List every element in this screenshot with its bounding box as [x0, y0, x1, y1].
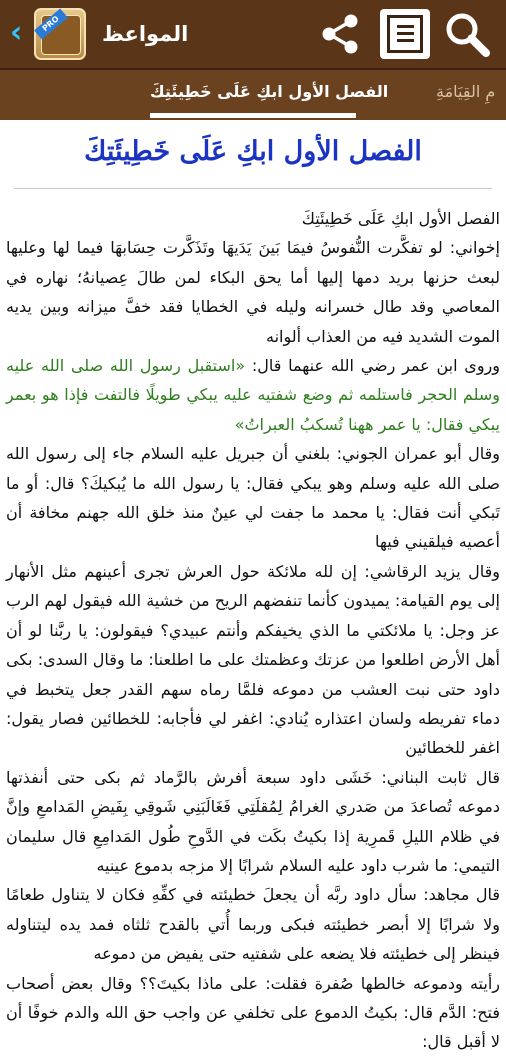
hadith-quote: «استقبل رسول الله صلى الله عليه وسلم الحجر فاستلمه ثم وضع شفتيه عليه يبكي طويلًا فالتفت فإذا هو بعمر يبكي فقال: يا عمر ههنا تُسكبُ العبراتُ»: [6, 356, 500, 434]
paragraph: وقال أبو عمران الجوني: بلغني أن جبريل عليه السلام جاء إلى رسول الله صلى الله عليه وسلم وهو يبكي فقال: يا رسول الله ما يُبكيكَ؟ قال: أو ما تَبكي أنت فقال: يا محمد ما جفت لي عينٌ منذ خلق الله جهنم مخافة أن أعصيه فيلقيني فيها: [6, 444, 500, 552]
paragraph: إخواني: لو تفكَّرت النُّفوسُ فيمَا بَينَ يَدَيهَا وتَذَكَّرت حِسَابهَا فيما لها وعليها لبعث حزنها بريد دمها إليها أما يحق البكاء لمن طالَ عِصيانهُ؛ نهاره في المعاصي وقد طال خسرانه وليله في الخطايا فقد خفَّ ميزانه وبين يديه الموت الشديد فيه من العذاب ألوانه: [6, 238, 500, 346]
chevron-left-icon[interactable]: ‹: [10, 15, 23, 50]
paragraph: قال ثابت البناني: خَشَى داود سبعة أفرش بالرَّماد ثم بكى حتى أنفذتها دموعه تُصاعدَ من صَدري الغرامُ لِمُقلَتِي فَغَالَبَنِي شَوقِي بِفَيضِ المَدامعِ وإنَّ في ظلام الليلِ قَمرِية إذا بكيتُ بكَت في الدَّوحِ طُول المَدامِعِ قال سليمان التيمي: ما شرب داود عليه السلام شرابًا إلا مزجه بدموع عينيه: [6, 767, 500, 875]
tab-chapter-2[interactable]: [436, 70, 495, 120]
menu-list-icon[interactable]: [380, 9, 430, 59]
paragraph: الفصل الأول ابكِ عَلَى خَطِيئَتِكَ: [301, 209, 500, 228]
chapter-tab-strip: [0, 70, 506, 120]
menu-list-frame: [387, 15, 423, 53]
pro-badge: PRO: [34, 8, 68, 39]
active-tab-indicator: [150, 113, 356, 118]
tab-label: الفصل الأول ابكِ عَلَى خَطِيئَتِكَ: [150, 82, 389, 101]
menu-line: [397, 25, 414, 28]
menu-line: [397, 39, 414, 42]
paragraph: قال مجاهد: سأل داود ربَّه أن يجعلَ خطيئته في كفِّهِ فكان لا يتناول طعامًا ولا شرابًا إلا أبصر خطيئته فبكى وربما أُتي بالقدح ثلثاه فمد يده ليتناوله فينظر إلى خطيئته فلا يضعه على شفتيه حتى يفيض من دموعه: [6, 885, 500, 964]
paragraph: وقال يزيد الرقاشي: إن لله ملائكة حول العرش تجرى أعينهم مثل الأنهار إلى يوم القيامة: يميدون كأنما تنفضهم الريح من خشية الله فيقول لهم الرب عز وجل: يا ملائكتي ما الذي يخيفكم وأنتم عبيدي؟ فيقولون: يا ربَّنا لو أن أهل الأرض اطلعوا من عزتك وعظمتك على ما اطلعنا: ما وقال السدى: بكى داود حتى نبت العشب من دموعه فلمَّا رماه سهم القدر جعل يتخبط في دماء تفريطه ولسان اعتذاره يُنادي: اغفر لي فأجابه: للخطائين فصار يقول: اغفر للخطائين: [6, 561, 500, 758]
chapter-content[interactable]: [0, 120, 506, 1052]
chapter-body: [6, 204, 500, 1057]
menu-line: [397, 32, 414, 35]
paragraph: رأيته ودموعه خالطها صُفرة فقلت: على ماذا بكيتَ؟؟ وقال بعض أصحاب فتح: الدَّم قال: بكيتُ الدموع على تخلفي عن واجب حق الله والدم خوفًا أن لا أقبل قال:: [6, 973, 500, 1052]
share-icon[interactable]: [318, 12, 362, 56]
action-bar: [0, 0, 506, 70]
tab-label: مِ القِيَامَةِ: [436, 82, 496, 101]
title-divider: [14, 188, 492, 189]
search-icon[interactable]: [442, 10, 492, 60]
book-app-icon[interactable]: [34, 8, 86, 60]
narration-text: وروى ابن عمر رضي الله عنهما قال:: [245, 356, 501, 376]
chapter-title: الفصل الأول ابكِ عَلَى خَطِيئَتِكَ: [84, 136, 422, 167]
tab-chapter-1[interactable]: [150, 70, 389, 120]
app-title: المواعظ: [102, 22, 189, 46]
paragraph: [6, 351, 500, 439]
